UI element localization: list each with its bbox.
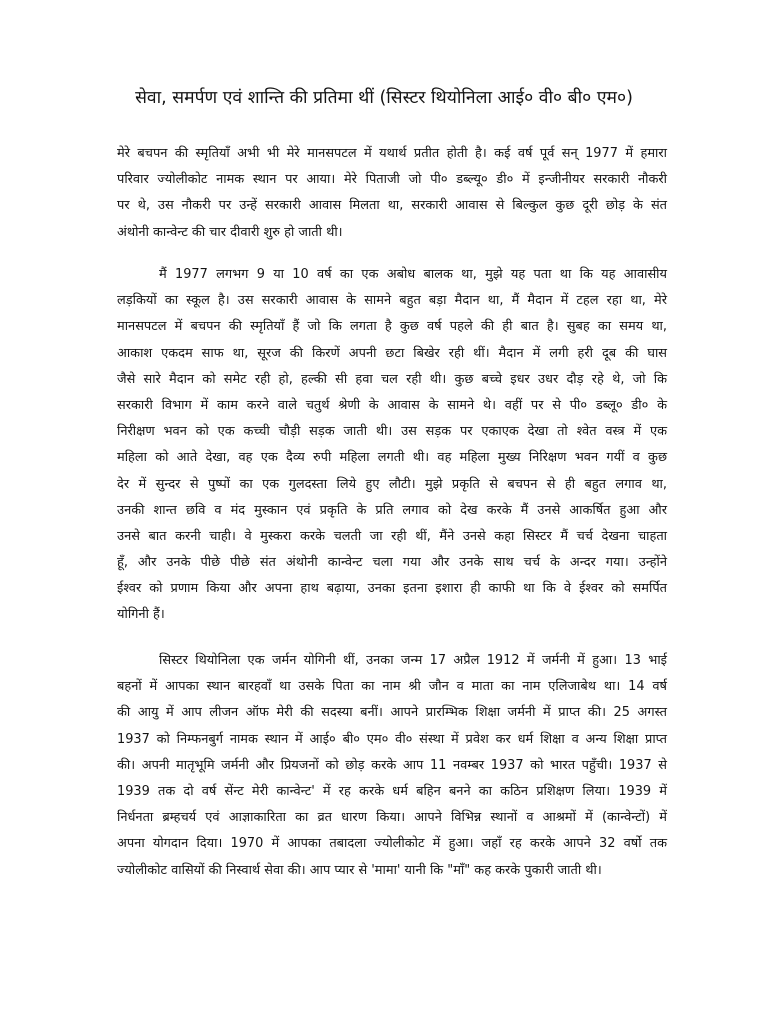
paragraph-line: हूँ, और उनके पीछे पीछे संत अंथोनी कान्वेन्ट चला गया और उनके साथ चर्च के अन्दर गया। उन्होंने (117, 555, 667, 571)
paragraph-line: आकाश एकदम साफ था, सूरज की किरणें अपनी छटा बिखेर रही थीं। मैदान में लगी हरी दूब की घास (117, 345, 667, 361)
paragraph-line: पर थे, उस नौकरी पर उन्हें सरकारी आवास मिलता था, सरकारी आवास से बिल्कुल कुछ दूरी छोड़ के संत (117, 198, 667, 214)
paragraph-line: निरीक्षण भवन को एक कच्ची चौड़ी सड़क जाती थी। उस सड़क पर एकाएक देखा तो श्वेत वस्त्र में एक (117, 424, 667, 440)
paragraph-line: योगिनी हैं। (117, 607, 165, 623)
paragraph-line: मेरे बचपन की स्मृतियाँ अभी भी मेरे मानसपटल में यथार्थ प्रतीत होती है। कई वर्ष पूर्व सन् 1977 में हमारा (117, 146, 667, 161)
paragraph-line: अपना योगदान दिया। 1970 में आपका तबादला ज्योलीकोट में हुआ। जहाँ रह करके आपने 32 वर्षो तक (117, 836, 667, 852)
paragraph-meeting-sister (117, 262, 667, 629)
paragraph-line: ईश्वर को प्रणाम किया और अपना हाथ बढ़ाया, उनका इतना इशारा ही काफी था कि वे ईश्वर को समर्पित (117, 581, 667, 597)
paragraph-line: सिस्टर थियोनिला एक जर्मन योगिनी थीं, उनका जन्म 17 अप्रैल 1912 में जर्मनी में हुआ। 13 भाई (159, 653, 667, 668)
paragraph-childhood-memories (117, 141, 667, 246)
paragraph-line: ज्योलीकोट वासियों की निस्वार्थ सेवा की। आप प्यार से 'मामा' यानी कि "माँ" कह करके पुकारी जाती थी। (117, 862, 602, 878)
paragraph-line: महिला को आते देखा, वह एक दैव्य रुपी महिला लगती थी। वह महिला मुख्य निरिक्षण भवन गयीं व कुछ (117, 450, 667, 466)
paragraph-sister-biography (117, 648, 667, 884)
paragraph-line: अंथोनी कान्वेन्ट की चार दीवारी शुरु हो जाती थी। (117, 224, 343, 240)
paragraph-line: मैं 1977 लगभग 9 या 10 वर्ष का एक अबोध बालक था, मुझे यह पता था कि यह आवासीय (159, 267, 667, 282)
paragraph-line: जैसे सारे मैदान को समेट रही हो, हल्की सी हवा चल रही थी। कुछ बच्चे इधर उधर दौड़ रहे थे, जो कि (117, 371, 667, 387)
paragraph-line: उनसे बात करनी चाही। वे मुस्करा करके चलती जा रही थीं, मैंने उनसे कहा सिस्टर मैं चर्च देखना चाहता (117, 528, 667, 544)
paragraph-line: देर में सुन्दर से पुष्पों का एक गुलदस्ता लिये हुए लौटी। मुझे प्रकृति से बचपन से ही बहुत लगाव था, (117, 476, 667, 492)
document-title: सेवा, समर्पण एवं शान्ति की प्रतिमा थीं (सिस्टर थियोनिला आई० वी० बी० एम०) (135, 88, 633, 108)
paragraph-line: सरकारी विभाग में काम करने वाले चतुर्थ श्रेणी के आवास के सामने थे। वहीं पर से पी० डब्लू० डी० के (117, 397, 667, 413)
paragraph-line: लड़कियों का स्कूल है। उस सरकारी आवास के सामने बहुत बड़ा मैदान था, मैं मैदान में टहल रहा था, मेरे (117, 293, 667, 309)
paragraph-line: की आयु में आप लीजन ऑफ मेरी की सदस्या बनीं। आपने प्रारम्भिक शिक्षा जर्मनी में प्राप्त की। 25 अगस्त (117, 705, 667, 721)
paragraph-line: 1937 को निम्फनबुर्ग नामक स्थान में आई० बी० एम० वी० संस्था में प्रवेश कर धर्म शिक्षा व अन्य शिक्षा प्राप्त (117, 731, 667, 747)
paragraph-line: परिवार ज्योलीकोट नामक स्थान पर आया। मेरे पिताजी जो पी० डब्ल्यू० डी० में इन्जीनीयर सरकारी नौकरी (117, 172, 667, 188)
paragraph-line: निर्धनता ब्रम्हचर्य एवं आज्ञाकारिता का व्रत धारण किया। आपने विभिन्न स्थानों व आश्रमों में (कान्वेन्टों) में (117, 810, 667, 826)
paragraph-line: मानसपटल में बचपन की स्मृतियाँ हैं जो कि लगता है कुछ वर्ष पहले की ही बात है। सुबह का समय था, (117, 319, 667, 335)
paragraph-line: उनकी शान्त छवि व मंद मुस्कान एवं प्रकृति के प्रति लगाव को देख करके मैं उनसे आकर्षित हुआ और (117, 502, 667, 518)
paragraph-line: की। अपनी मातृभूमि जर्मनी और प्रियजनों को छोड़ करके आप 11 नवम्बर 1937 को भारत पहुँची। 1937 से (117, 757, 667, 773)
paragraph-line: 1939 तक दो वर्ष सेंन्ट मेरी कान्वेन्ट' में रह करके धर्म बहिन बनने का कठिन प्रशिक्षण लिया। 1939 में (117, 783, 667, 799)
paragraph-line: बहनों में आपका स्थान बारहवाँ था उसके पिता का नाम श्री जौन व माता का नाम एलिजाबेथ था। 14 वर्ष (117, 679, 667, 695)
